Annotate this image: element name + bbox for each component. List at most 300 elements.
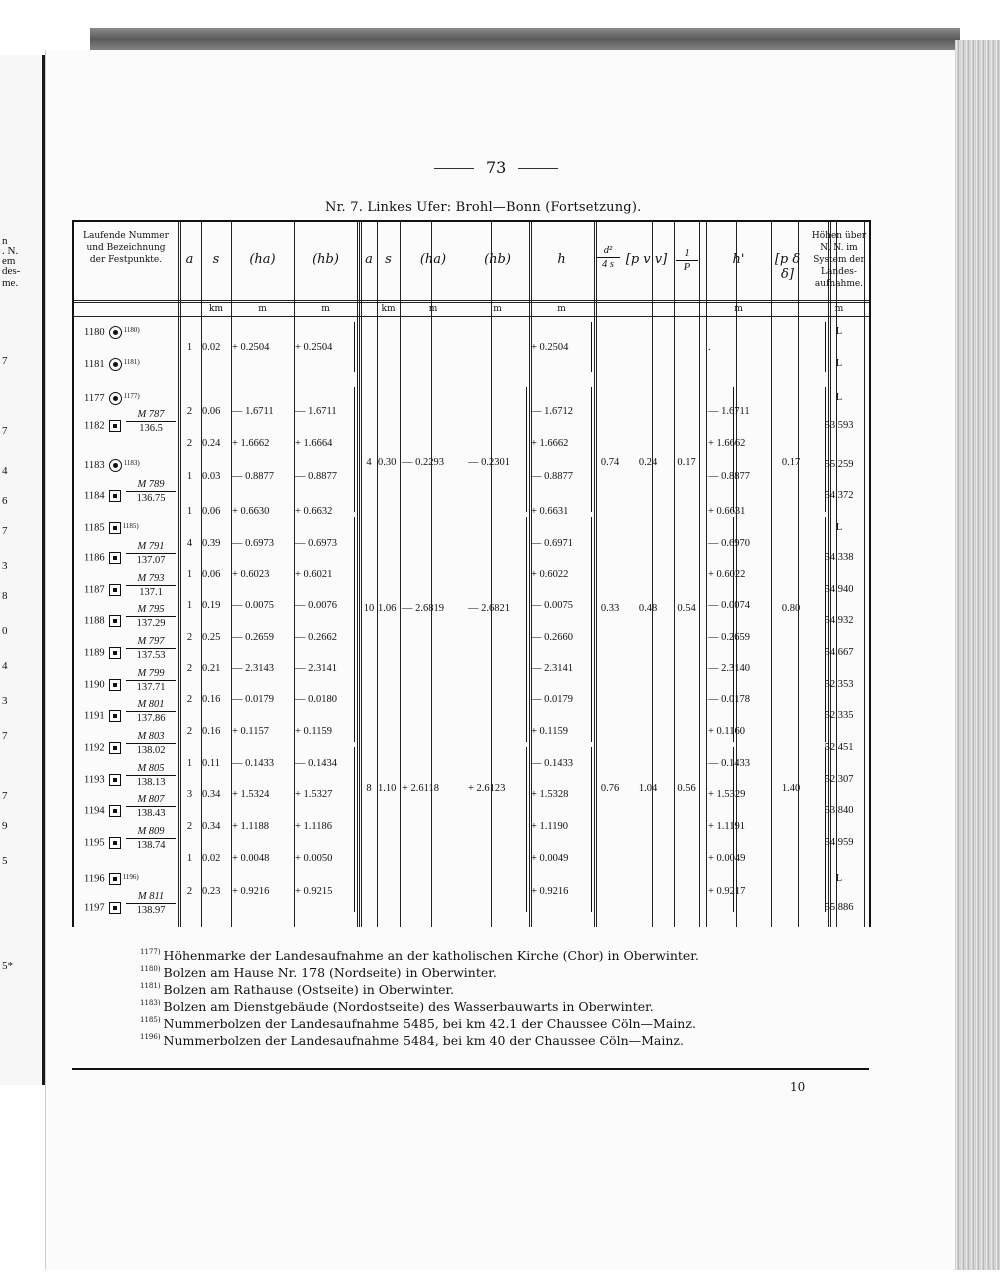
header-d2: d² (596, 244, 620, 258)
seg-ha: + 0.6023 (232, 569, 270, 580)
mark-km: 136.75 (136, 493, 166, 504)
header-hoehen: Höhen über N. N. im System der Landes-aufnahme. (811, 231, 867, 289)
unit-label: m (258, 304, 267, 314)
square-mark-icon (109, 742, 121, 754)
seg-a: 2 (186, 663, 193, 674)
seg-s: 0.25 (202, 632, 221, 643)
mark-number: M 793 (126, 572, 176, 586)
seg-s: 0.19 (202, 600, 221, 611)
prev-page-fragment: 9 (2, 820, 8, 832)
footnote-ref: 1185) (140, 1016, 161, 1024)
point-number: 1190 (84, 679, 105, 691)
seg-h: + 1.6662 (531, 438, 569, 449)
seg-hb: + 0.0050 (295, 853, 333, 864)
group-brace (526, 387, 527, 512)
data-table (72, 220, 871, 927)
mark-number: M 805 (126, 762, 176, 776)
point-label (84, 679, 123, 691)
seg-h-prime: + 1.1191 (708, 821, 746, 832)
seg-s: 0.02 (202, 342, 221, 353)
prev-page-fragment: 0 (2, 625, 8, 637)
point-label (84, 358, 140, 371)
column-rule (674, 222, 675, 927)
seg-hb: — 0.0076 (295, 600, 337, 611)
point-label (84, 552, 123, 564)
seg-hb: + 1.1186 (295, 821, 333, 832)
elevation: 54.667 (824, 647, 854, 658)
group-brace (591, 517, 592, 742)
unit-label: m (428, 304, 438, 314)
mark-fraction (126, 762, 176, 789)
footnote-ref: 1180) (140, 965, 161, 973)
seg-h-prime: + 0.6631 (708, 506, 746, 517)
group-s: 1.10 (378, 783, 397, 794)
column-rule (594, 222, 597, 927)
point-number: 1192 (84, 742, 105, 754)
footnote-ref: 1185) (122, 522, 139, 530)
footnote-ref: 1196) (122, 873, 139, 881)
group-inv-p: 0.56 (677, 783, 696, 794)
seg-ha: — 0.0075 (232, 600, 274, 611)
point-label (84, 742, 123, 754)
seg-ha: — 0.8877 (232, 471, 274, 482)
square-mark-icon (109, 873, 121, 885)
square-mark-icon (109, 647, 121, 659)
seg-s: 0.16 (202, 726, 221, 737)
header-hb: (hb) (312, 252, 339, 267)
group-inv-p: 0.17 (677, 457, 696, 468)
mark-fraction (126, 698, 176, 725)
seg-hb: — 0.0180 (295, 694, 337, 705)
seg-hb: — 0.8877 (295, 471, 337, 482)
group-d2: 0.33 (600, 603, 620, 614)
point-label (84, 615, 123, 627)
mark-number: M 791 (126, 540, 176, 554)
group-pvv: 0.48 (638, 603, 658, 614)
mark-fraction (126, 890, 176, 917)
point-number: 1189 (84, 647, 105, 659)
header-s: s (212, 252, 220, 267)
column-rule (699, 222, 700, 927)
unit-label: m (321, 304, 330, 314)
mark-km: 136.5 (139, 423, 163, 434)
square-mark-icon (109, 710, 121, 722)
point-number: 1183 (84, 459, 105, 471)
seg-hb: + 1.5327 (295, 789, 333, 800)
mark-km: 137.71 (136, 682, 166, 693)
header-pvv: [p v v] (625, 252, 668, 267)
header-hb2: (hb) (484, 252, 511, 267)
mark-number: M 809 (126, 825, 176, 839)
group-d2: 0.76 (600, 783, 620, 794)
footnote (140, 1033, 684, 1048)
seg-s: 0.39 (202, 538, 221, 549)
unit-label: m (734, 304, 743, 314)
table-bottom-rule (72, 1068, 869, 1070)
seg-a: 4 (186, 538, 193, 549)
column-rule (361, 222, 362, 927)
seg-a: 2 (186, 886, 193, 897)
circle-mark-icon (109, 358, 122, 371)
elevation: 52.335 (824, 710, 854, 721)
point-label (84, 902, 123, 914)
mark-number: M 795 (126, 603, 176, 617)
square-mark-icon (109, 584, 121, 596)
group-brace (526, 747, 527, 912)
unit-label: km (209, 304, 223, 314)
seg-ha: + 0.2504 (232, 342, 270, 353)
seg-hb: — 0.2662 (295, 632, 337, 643)
point-label (84, 420, 123, 432)
seg-h: + 0.2504 (531, 342, 569, 353)
seg-s: 0.16 (202, 694, 221, 705)
point-number: 1195 (84, 837, 105, 849)
footnote (140, 999, 654, 1014)
square-mark-icon (109, 522, 121, 534)
seg-s: 0.11 (202, 758, 220, 769)
seg-s: 0.34 (202, 821, 221, 832)
column-rule (400, 222, 401, 927)
seg-hb: — 1.6711 (295, 406, 337, 417)
seg-s: 0.06 (202, 406, 221, 417)
book-edge-right (955, 40, 1000, 1270)
seg-h: + 0.9216 (531, 886, 569, 897)
seg-hb: — 2.3141 (295, 663, 337, 674)
prev-page-fragment: 7 (2, 525, 8, 537)
square-mark-icon (109, 679, 121, 691)
seg-h-prime: — 0.2659 (708, 632, 750, 643)
unit-label: m (493, 304, 502, 314)
footnote-text: Höhenmarke der Landesaufnahme an der katholischen Kirche (Chor) in Oberwinter. (163, 948, 699, 963)
circle-mark-icon (109, 459, 122, 472)
point-number: 1184 (84, 490, 105, 502)
seg-hb: + 0.1159 (295, 726, 333, 737)
unit-label: km (381, 304, 396, 314)
mark-number: M 799 (126, 667, 176, 681)
header-s2: s (385, 252, 392, 267)
footnote-text: Nummerbolzen der Landesaufnahme 5485, bei km 42.1 der Chaussee Cöln—Mainz. (163, 1016, 696, 1031)
seg-hb: — 0.6973 (295, 538, 337, 549)
mark-km: 138.43 (136, 808, 166, 819)
mark-km: 137.29 (136, 618, 166, 629)
elevation: 54.338 (824, 552, 854, 563)
seg-a: 1 (186, 758, 193, 769)
point-number: 1187 (84, 584, 105, 596)
seg-h: + 1.1190 (531, 821, 569, 832)
seg-h-prime: — 2.3140 (708, 663, 750, 674)
header-ha: (ha) (249, 252, 276, 267)
footnote-ref: 1183) (140, 999, 161, 1007)
footnote (140, 982, 454, 997)
point-number: 1181 (84, 358, 105, 370)
seg-ha: — 0.1433 (232, 758, 274, 769)
elevation: L (835, 326, 843, 337)
mark-km: 138.97 (136, 905, 166, 916)
point-label (84, 459, 140, 472)
seg-h: — 0.1433 (531, 758, 573, 769)
mark-number: M 807 (126, 793, 176, 807)
point-label (84, 873, 139, 885)
point-number: 1177 (84, 392, 105, 404)
group-brace (526, 517, 527, 742)
seg-hb: — 0.1434 (295, 758, 337, 769)
square-mark-icon (109, 615, 121, 627)
prev-page-fragment: n (2, 235, 8, 247)
seg-h: + 1.5328 (531, 789, 569, 800)
mark-km: 138.13 (136, 777, 166, 788)
column-rule (798, 222, 799, 927)
group-a: 10 (363, 603, 375, 614)
seg-a: 2 (186, 694, 193, 705)
column-rule (491, 222, 492, 927)
group-s: 1.06 (378, 603, 397, 614)
seg-a: 1 (186, 506, 193, 517)
seg-a: 3 (186, 789, 193, 800)
column-rule (377, 222, 378, 927)
seg-s: 0.06 (202, 506, 221, 517)
group-d2: 0.74 (600, 457, 620, 468)
group-brace (591, 747, 592, 912)
seg-a: 2 (186, 406, 193, 417)
seg-ha: — 2.3143 (232, 663, 274, 674)
footnote-ref: 1181) (123, 358, 140, 366)
mark-fraction (126, 408, 176, 435)
prev-page-fragment: des- (2, 265, 21, 277)
seg-s: 0.24 (202, 438, 221, 449)
seg-h: + 0.1159 (531, 726, 569, 737)
circle-mark-icon (109, 326, 122, 339)
seg-hb: + 0.6021 (295, 569, 333, 580)
group-a: 4 (366, 457, 372, 468)
seg-h: — 0.0075 (531, 600, 573, 611)
seg-h-prime: — 1.6711 (708, 406, 750, 417)
prev-page-fragment: 3 (2, 560, 8, 572)
prev-page-fragment: 8 (2, 590, 8, 602)
elevation: L (835, 358, 843, 369)
group-brace (354, 747, 355, 912)
seg-s: 0.23 (202, 886, 221, 897)
seg-hb: + 0.9215 (295, 886, 333, 897)
seg-h-prime: . (708, 342, 711, 353)
point-number: 1188 (84, 615, 105, 627)
square-mark-icon (109, 552, 121, 564)
seg-a: 1 (186, 600, 193, 611)
point-number: 1185 (84, 522, 105, 534)
prev-page-fragment: em (2, 255, 16, 267)
point-label (84, 647, 123, 659)
seg-ha: + 0.6630 (232, 506, 270, 517)
elevation: 53.840 (824, 805, 854, 816)
seg-h: — 0.2660 (531, 632, 573, 643)
seg-h-prime: + 0.9217 (708, 886, 746, 897)
mark-number: M 811 (126, 890, 176, 904)
elevation: 54.940 (824, 584, 854, 595)
elevation: 55.259 (824, 459, 854, 470)
header-rule (74, 300, 869, 303)
segment-brace (591, 322, 592, 372)
seg-h-prime: + 1.5329 (708, 789, 746, 800)
seg-s: 0.34 (202, 789, 221, 800)
column-rule (652, 222, 653, 927)
seg-hb: + 1.6664 (295, 438, 333, 449)
seg-ha: + 0.1157 (232, 726, 270, 737)
group-a: 8 (366, 783, 372, 794)
seg-h: + 0.0049 (531, 853, 569, 864)
column-rule (771, 222, 772, 927)
seg-a: 1 (186, 342, 193, 353)
segment-brace (354, 322, 355, 372)
footnote-text: Bolzen am Dienstgebäude (Nordostseite) des Wasserbauwarts in Oberwinter. (163, 999, 654, 1014)
footnote (140, 1016, 696, 1031)
units-rule (74, 316, 869, 317)
footnote-ref: 1181) (140, 982, 161, 990)
mark-fraction (126, 667, 176, 694)
header-h: h (557, 252, 566, 267)
footnote-ref: 1177) (140, 948, 161, 956)
point-number: 1182 (84, 420, 105, 432)
segment-brace (825, 322, 826, 372)
elevation: 55.886 (824, 902, 854, 913)
prev-page-fragment: 5* (2, 960, 13, 972)
footnote-ref: 1177) (123, 392, 140, 400)
prev-page-fragment: 5 (2, 855, 8, 867)
seg-a: 1 (186, 471, 193, 482)
footnote-ref: 1196) (140, 1033, 161, 1041)
mark-fraction (126, 572, 176, 599)
mark-number: M 789 (126, 478, 176, 492)
group-pdd: 0.80 (781, 603, 801, 614)
square-mark-icon (109, 902, 121, 914)
seg-ha: + 0.9216 (232, 886, 270, 897)
seg-ha: + 1.6662 (232, 438, 270, 449)
mark-number: M 801 (126, 698, 176, 712)
prev-page-fragment: 7 (2, 790, 8, 802)
elevation: 52.353 (824, 679, 854, 690)
mark-fraction (126, 478, 176, 505)
header-h_prime: h' (732, 252, 745, 267)
mark-fraction (126, 603, 176, 630)
header-pdd: [p δ δ] (774, 252, 801, 282)
seg-h-prime: + 0.0049 (708, 853, 746, 864)
page-number: 73 (422, 158, 570, 177)
square-mark-icon (109, 805, 121, 817)
previous-page-edge (0, 55, 45, 1085)
seg-a: 2 (186, 438, 193, 449)
footnote (140, 965, 497, 980)
group-brace (354, 517, 355, 742)
header-p: P (683, 262, 691, 273)
column-rule (357, 222, 360, 927)
mark-fraction (126, 825, 176, 852)
seg-ha: — 0.2659 (232, 632, 274, 643)
mark-fraction (126, 793, 176, 820)
seg-a: 2 (186, 632, 193, 643)
seg-h: — 0.0179 (531, 694, 573, 705)
elevation: 54.372 (824, 490, 854, 501)
point-number: 1191 (84, 710, 105, 722)
prev-page-fragment: . N. (2, 245, 19, 257)
prev-page-fragment: 7 (2, 730, 8, 742)
sheet-signature: 10 (790, 1080, 806, 1094)
mark-km: 137.07 (136, 555, 166, 566)
point-label (84, 490, 123, 502)
mark-fraction (126, 540, 176, 567)
footnote-ref: 1183) (123, 459, 140, 467)
prev-page-fragment: 4 (2, 660, 8, 672)
elevation: L (835, 392, 843, 403)
seg-h: — 2.3141 (531, 663, 573, 674)
group-brace (733, 387, 734, 512)
group-pvv: 0.24 (638, 457, 658, 468)
mark-km: 137.86 (136, 713, 166, 724)
seg-hb: + 0.2504 (295, 342, 333, 353)
group-brace (354, 387, 355, 512)
footnote (140, 948, 699, 963)
mark-number: M 803 (126, 730, 176, 744)
elevation: L (835, 522, 843, 533)
seg-h-prime: + 0.6022 (708, 569, 746, 580)
group-pdd: 0.17 (781, 457, 801, 468)
point-label (84, 710, 123, 722)
group-ha: — 2.6819 (402, 603, 444, 614)
group-pvv: 1.04 (638, 783, 658, 794)
group-brace (591, 387, 592, 512)
seg-a: 2 (186, 821, 193, 832)
mark-km: 138.74 (136, 840, 166, 851)
prev-page-fragment: 3 (2, 695, 8, 707)
circle-mark-icon (109, 392, 122, 405)
elevation: 52.451 (824, 742, 854, 753)
seg-h: + 0.6631 (531, 506, 569, 517)
point-number: 1196 (84, 873, 105, 885)
header-4s: 4 s (602, 259, 614, 270)
mark-fraction (126, 730, 176, 757)
square-mark-icon (109, 837, 121, 849)
square-mark-icon (109, 490, 121, 502)
point-number: 1180 (84, 326, 105, 338)
group-ha: + 2.6118 (402, 783, 440, 794)
point-label (84, 522, 139, 534)
point-label (84, 326, 140, 339)
mark-km: 137.53 (136, 650, 166, 661)
seg-h: — 1.6712 (531, 406, 573, 417)
header-one: 1 (676, 247, 698, 261)
elevation: 53.593 (824, 420, 854, 431)
seg-h-prime: + 1.6662 (708, 438, 746, 449)
footnote-ref: 1180) (123, 326, 140, 334)
seg-s: 0.06 (202, 569, 221, 580)
seg-h: + 0.6022 (531, 569, 569, 580)
group-hb: — 0.2301 (468, 457, 510, 468)
point-label (84, 392, 140, 405)
header-ha2: (ha) (419, 252, 447, 267)
mark-number: M 797 (126, 635, 176, 649)
mark-fraction (126, 635, 176, 662)
square-mark-icon (109, 774, 121, 786)
header-name: Laufende Nummer und Bezeichnung der Festpunkte. (83, 231, 169, 265)
group-hb: — 2.6821 (468, 603, 510, 614)
footnote-text: Bolzen am Hause Nr. 178 (Nordseite) in Oberwinter. (163, 965, 497, 980)
group-inv-p: 0.54 (677, 603, 696, 614)
footnote-text: Nummerbolzen der Landesaufnahme 5484, bei km 40 der Chaussee Cöln—Mainz. (163, 1033, 684, 1048)
prev-page-fragment: me. (2, 277, 19, 289)
point-number: 1186 (84, 552, 105, 564)
group-ha: — 0.2293 (402, 457, 444, 468)
point-number: 1193 (84, 774, 105, 786)
group-hb: + 2.6123 (468, 783, 506, 794)
seg-s: 0.02 (202, 853, 221, 864)
group-brace (825, 517, 826, 742)
